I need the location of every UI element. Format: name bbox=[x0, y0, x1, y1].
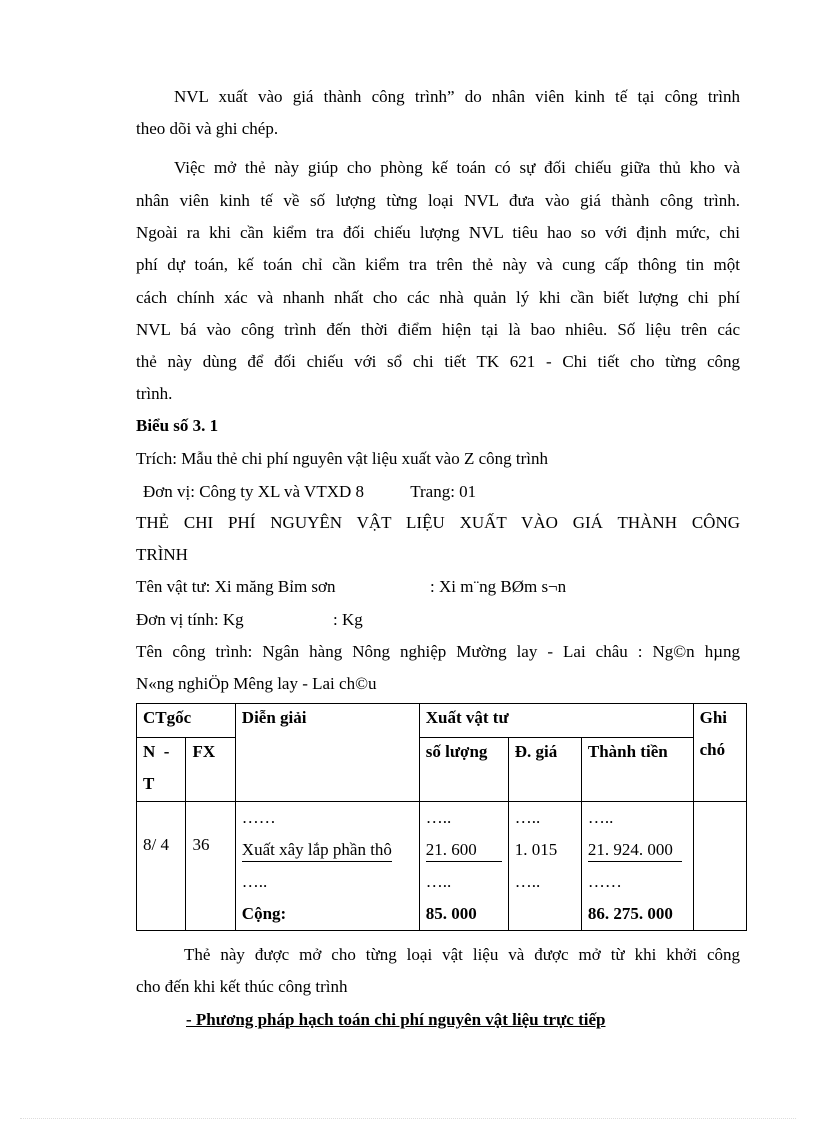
so-luong-dots-top: ….. bbox=[425, 808, 452, 827]
don-gia-dots-bottom: ….. bbox=[514, 872, 541, 891]
header-dien-giai: Diễn giải bbox=[235, 704, 419, 802]
excerpt-line: Trích: Mẫu thẻ chi phí nguyên vật liệu xuất vào Z công trình bbox=[136, 449, 549, 468]
unit-name: Đơn vị: Công ty XL và VTXD 8 bbox=[143, 482, 365, 501]
header-ghi-chu-line1: Ghi bbox=[699, 708, 728, 727]
form-heading: Biểu số 3. 1 bbox=[136, 416, 219, 435]
material-name-garbled: : Xi m¨ng BØm s¬n bbox=[430, 577, 567, 596]
paragraph2-line2: nhân viên kinh tế về số lượng từng loại NVL đưa vào giá thành công trình. bbox=[136, 191, 740, 210]
unit-measure-line bbox=[136, 609, 740, 631]
so-luong-total: 85. 000 bbox=[425, 904, 477, 923]
card-title-line2: TRÌNH bbox=[136, 545, 188, 564]
header-so-luong: số lượng bbox=[419, 738, 508, 802]
cell-nt: 8/ 4 bbox=[137, 802, 186, 931]
unit-measure-garbled: : Kg bbox=[333, 610, 363, 629]
paragraph2-line1: Việc mở thẻ này giúp cho phòng kế toán có sự đối chiếu giữa thủ kho và bbox=[174, 158, 740, 177]
material-cost-table bbox=[136, 703, 747, 931]
paragraph3-line2: cho đến khi kết thúc công trình bbox=[136, 977, 348, 996]
header-nt-line2: T bbox=[143, 774, 155, 793]
paragraph1-line1: NVL xuất vào giá thành công trình” do nhân viên kinh tế tại công trình bbox=[174, 87, 740, 106]
material-name-line bbox=[136, 576, 740, 598]
paragraph2-line3: Ngoài ra khi cần kiểm tra đối chiếu lượng NVL tiêu hao so với định mức, chi bbox=[136, 223, 740, 242]
cell-don-gia bbox=[508, 802, 581, 931]
page-number: Trang: 01 bbox=[410, 482, 477, 501]
page-bottom-divider bbox=[20, 1118, 796, 1119]
header-don-gia: Đ. giá bbox=[508, 738, 581, 802]
dien-giai-dots-top: …… bbox=[241, 808, 276, 827]
paragraph2-line7: thẻ này dùng để đối chiếu với sổ chi tiết TK 621 - Chi tiết cho từng công bbox=[136, 352, 740, 371]
paragraph2-line6: NVL bá vào công trình đến thời điểm hiện tại là bao nhiêu. Số liệu trên các bbox=[136, 320, 740, 339]
unit-line bbox=[143, 481, 747, 503]
unit-measure: Đơn vị tính: Kg bbox=[136, 610, 244, 629]
dien-giai-dots-bottom: ….. bbox=[241, 872, 268, 891]
thanh-tien-dots-bottom: …… bbox=[587, 872, 622, 891]
header-fx: FX bbox=[186, 738, 235, 802]
header-xuat-vat-tu: Xuất vật tư bbox=[419, 704, 693, 738]
don-gia-dots-top: ….. bbox=[514, 808, 541, 827]
header-thanh-tien: Thành tiền bbox=[581, 738, 693, 802]
section-heading: - Phương pháp hạch toán chi phí nguyên vật liệu trực tiếp bbox=[186, 1010, 606, 1029]
project-name-line2: N«ng nghiÖp Mêng lay - Lai ch©u bbox=[136, 674, 377, 693]
paragraph2-line4: phí dự toán, kế toán chỉ cần kiểm tra trên thẻ này và cung cấp thông tin một bbox=[136, 255, 740, 274]
paragraph3-line1: Thẻ này được mở cho từng loại vật liệu và được mở từ khi khởi công bbox=[184, 945, 740, 964]
cell-thanh-tien bbox=[581, 802, 693, 931]
card-title-line1: THẺ CHI PHÍ NGUYÊN VẬT LIỆU XUẤT VÀO GIÁ THÀNH CÔNG bbox=[136, 513, 740, 532]
don-gia-value: 1. 015 bbox=[514, 840, 558, 859]
thanh-tien-dots-top: ….. bbox=[587, 808, 614, 827]
table-header-row-1 bbox=[137, 704, 747, 738]
header-nt-line1: N - bbox=[143, 742, 170, 761]
project-name-line1: Tên công trình: Ngân hàng Nông nghiệp Mường lay - Lai châu : Ng©n hµng bbox=[136, 642, 740, 661]
cell-dien-giai bbox=[235, 802, 419, 931]
header-ghi-chu-line2: chó bbox=[699, 740, 726, 759]
table-row bbox=[137, 802, 747, 931]
thanh-tien-value: 21. 924. 000 bbox=[588, 839, 682, 862]
table-header-row-2 bbox=[137, 738, 747, 802]
so-luong-value: 21. 600 bbox=[426, 839, 502, 862]
cell-fx: 36 bbox=[186, 802, 235, 931]
paragraph2-line5: cách chính xác và nhanh nhất cho các nhà quản lý khi cần biết lượng chi phí bbox=[136, 288, 740, 307]
dien-giai-value: Xuất xây lắp phần thô bbox=[242, 839, 392, 862]
cell-ghi-chu bbox=[693, 802, 746, 931]
dien-giai-total: Cộng: bbox=[241, 904, 287, 923]
thanh-tien-total: 86. 275. 000 bbox=[587, 904, 673, 923]
cell-so-luong bbox=[419, 802, 508, 931]
header-ghi-chu bbox=[693, 704, 746, 802]
material-name: Tên vật tư: Xi măng Bỉm sơn bbox=[136, 577, 336, 596]
paragraph1-line2: theo dõi và ghi chép. bbox=[136, 119, 279, 138]
paragraph2-line8: trình. bbox=[136, 384, 173, 403]
so-luong-dots-bottom: ….. bbox=[425, 872, 452, 891]
header-nt bbox=[137, 738, 186, 802]
header-ct-goc: CTgốc bbox=[137, 704, 236, 738]
